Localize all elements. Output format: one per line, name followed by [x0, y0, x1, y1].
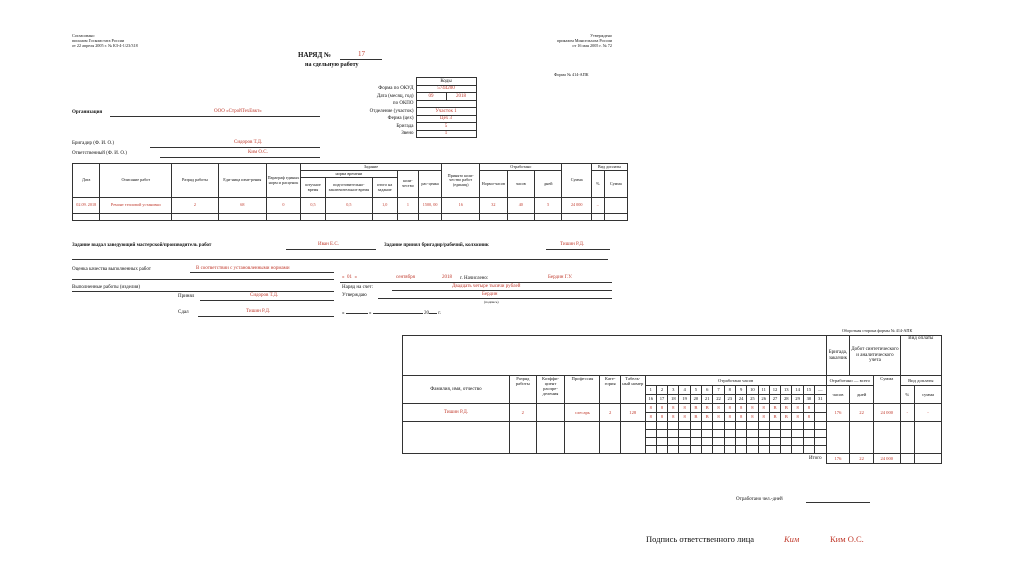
person-sum: 24 000 [873, 404, 900, 422]
form-code-label: Форма № 414-АПК [554, 72, 589, 77]
col-qty: коли-чество [397, 171, 418, 198]
hour-cell: В [690, 404, 701, 413]
col-worked-hours: Отработано часов [645, 376, 826, 386]
hour-cell: 8 [803, 413, 814, 422]
day-cell: 19 [679, 395, 690, 404]
col-task: Задание [300, 164, 441, 171]
codes-label: Отделение (участок) [369, 108, 414, 114]
col-extra: Вид доплаты [900, 376, 941, 386]
okud-value: 5744200 [416, 85, 476, 93]
day-cell: 22 [713, 395, 724, 404]
col-total: итого на задание [372, 178, 397, 198]
table-row [403, 404, 942, 413]
cell-normh: 32 [480, 198, 507, 214]
hour-cell: 8 [758, 413, 769, 422]
date-month: сентября [396, 275, 415, 280]
col-sum: Сумма [562, 164, 592, 198]
day-cell: 26 [758, 395, 769, 404]
day-cell: 8 [724, 386, 735, 395]
total-days: 22 [850, 454, 874, 464]
codes-header: Коды [416, 78, 476, 86]
work-table [72, 163, 628, 221]
left-approval-line: от 22 апреля 2005 г. № КЗ-4-1/23/318 [72, 43, 138, 48]
date-open: « [342, 275, 345, 280]
col-accepted: Принято коли-чество работ (единиц) [442, 164, 480, 198]
hour-cell: 8 [792, 404, 803, 413]
right-approval [534, 33, 612, 48]
passed-value: Сидоров Т.Д. [250, 293, 279, 298]
cell-days: 5 [535, 198, 562, 214]
hour-cell: 8 [735, 413, 746, 422]
col-worked-total: Отработано — всего [826, 376, 873, 386]
day-cell: 12 [769, 386, 780, 395]
date2-suffix: г. [438, 311, 441, 316]
col-pct: % [591, 171, 604, 198]
hour-cell: 8 [747, 404, 758, 413]
col-hours: часов [826, 386, 850, 404]
hour-cell: 8 [735, 404, 746, 413]
received-label: Задание принял бригадир/рабочий, колхозник [384, 243, 489, 248]
signature-label: Подпись ответственного лица [646, 534, 755, 544]
date2-close: » [369, 311, 372, 316]
day-cell: 3 [668, 386, 679, 395]
codes-label: Форма по ОКУД [378, 86, 414, 91]
left-approval [72, 33, 138, 48]
col-para: Параграф единых норм и расценок [267, 164, 301, 198]
col-brigade-customer: Бригада, заказчик [826, 336, 850, 376]
hour-cell: В [769, 413, 780, 422]
hour-cell: 8 [645, 404, 656, 413]
day-cell: 6 [702, 386, 713, 395]
signature-name: Ким О.С. [830, 534, 864, 544]
day-cell: 31 [815, 395, 827, 404]
responsible-label: Ответственный (Ф. И. О.) [72, 151, 127, 156]
received-value: Тишин Р.Д. [560, 242, 585, 247]
cell-qty: 1 [397, 198, 418, 214]
calendar-table [402, 335, 942, 464]
col-piece: штучное время [300, 178, 325, 198]
link-value: 1 [416, 130, 476, 138]
hour-cell: 8 [713, 404, 724, 413]
col-esum: Сумма [604, 171, 627, 198]
col-tab: Табель-ный номер [620, 376, 645, 404]
cell-piece: 0,5 [300, 198, 325, 214]
cell-hours: 40 [507, 198, 534, 214]
codes-table [320, 77, 477, 138]
right-approval-line: приказом Минсельхоза России [557, 38, 612, 43]
hour-cell: 8 [747, 413, 758, 422]
person-profession: слесарь [565, 404, 600, 422]
right-approval-line: Утверждено [590, 33, 612, 38]
year-value: 2018 [446, 93, 476, 101]
hour-cell: В [690, 413, 701, 422]
col-coef: Коэффи-циент распре-деления [536, 376, 565, 404]
date-close: » [354, 275, 357, 280]
col-norm: норма времени [300, 171, 397, 178]
person-total-days: 22 [850, 404, 874, 422]
total-label: Итого [808, 456, 822, 461]
month-value: 09 [416, 93, 446, 101]
col-normh: Нормо-часов [480, 171, 507, 198]
right-approval-line: от 16 мая 2005 г. № 72 [572, 43, 612, 48]
day-cell: 11 [758, 386, 769, 395]
handed-value: Тишин Р.Д. [246, 309, 271, 314]
section-value: Участок 1 [416, 108, 476, 116]
day-cell: 17 [656, 395, 667, 404]
codes-label: Бригада [396, 123, 414, 129]
day-cell: 15 [803, 386, 814, 395]
col-date: Дата [73, 164, 100, 198]
date-day [342, 275, 357, 280]
cell-para: 0 [267, 198, 301, 214]
charge-label: Наряд на счет: [342, 285, 373, 290]
document-title: НАРЯД № [298, 51, 332, 59]
cell-accepted: 16 [442, 198, 480, 214]
col-extra: Вид доплаты [591, 164, 627, 171]
responsible-value: Ким О.С. [248, 150, 268, 155]
day-cell: 28 [781, 395, 792, 404]
col-dobot: Добот синтетического и аналитического учета [850, 336, 900, 376]
day-cell: 27 [769, 395, 780, 404]
col-fio: Фамилия, имя, отчество [403, 376, 510, 404]
hour-cell: В [769, 404, 780, 413]
person-total-hours: 176 [826, 404, 850, 422]
accepted-works-label: Выполненные работы (изделия) [72, 285, 140, 290]
approve-hint: (подпись) [484, 300, 499, 304]
hour-cell: 8 [724, 404, 735, 413]
cell-extra: – [591, 198, 604, 214]
date-day-value: 01 [347, 275, 352, 280]
codes-label: Ферма (цех) [387, 116, 414, 121]
signature-sign: Ким [784, 534, 800, 544]
col-sum: Сумма [873, 376, 900, 404]
hour-cell: 8 [679, 413, 690, 422]
brigadier-label: Бригадир (Ф. И. О.) [72, 141, 115, 146]
hour-cell: 8 [803, 404, 814, 413]
person-pct: - [900, 404, 914, 422]
hour-cell: 8 [645, 413, 656, 422]
cell-desc: Ремонт тепловой установки [100, 198, 172, 214]
issued-label: Задание выдал заведующий мастерской/производитель работ [72, 243, 212, 248]
hour-cell: 8 [656, 413, 667, 422]
day-cell: 13 [781, 386, 792, 395]
farm-value: Цех 3 [416, 115, 476, 123]
hour-cell: 8 [668, 404, 679, 413]
day-cell: 10 [747, 386, 758, 395]
person-grade: 2 [509, 404, 536, 422]
hour-cell: В [702, 404, 713, 413]
cell-grade: 2 [172, 198, 218, 214]
accrued-label: г. Начислено: [460, 276, 489, 281]
col-grade: Разряд работы [172, 164, 218, 198]
day-cell: 2 [656, 386, 667, 395]
mandays-label: Отработано чел.-дней [736, 497, 783, 502]
left-approval-line: письмом Госкомстата России [72, 38, 125, 43]
day-cell: 7 [713, 386, 724, 395]
person-esum: - [915, 404, 942, 422]
day-cell: 21 [702, 395, 713, 404]
day-cell: — [815, 386, 827, 395]
hour-cell: В [781, 404, 792, 413]
date2-year: 20 [424, 311, 429, 316]
col-extra-top: Вид оплаты [900, 336, 941, 376]
org-value: ООО «СтройТехЕвкт» [214, 109, 262, 114]
quality-label: Оценка качества выполненных работ [72, 267, 151, 272]
brigadier-value: Сидоров Т.Д. [234, 140, 263, 145]
total-sum: 24 000 [873, 454, 900, 464]
okpo-value [416, 100, 476, 108]
hour-cell: В [781, 413, 792, 422]
col-esum: сумма [915, 386, 942, 404]
document-number: 17 [358, 50, 365, 58]
cell-total: 1,0 [372, 198, 397, 214]
day-cell: 9 [735, 386, 746, 395]
handed-label: Сдал [178, 310, 189, 315]
person-category: 2 [600, 404, 621, 422]
day-cell: 14 [792, 386, 803, 395]
quality-value: В соответствии с установленными нормами [196, 266, 290, 271]
date2-open: « [342, 311, 345, 316]
table-row [73, 198, 628, 214]
col-hours: часов [507, 171, 534, 198]
col-unit: Еди-ница изме-рения [218, 164, 267, 198]
col-days: дней [535, 171, 562, 198]
left-approval-line: Согласовано [72, 33, 95, 38]
col-category: Кате-гория [600, 376, 621, 404]
day-cell: 30 [803, 395, 814, 404]
issued-value: Иван Е.С. [318, 242, 339, 247]
brigade-value: 5 [416, 123, 476, 131]
cell-date: 02.09. 2018 [73, 198, 100, 214]
date-year: 2018 [442, 275, 452, 280]
approve-value: Бердин [482, 292, 498, 297]
day-cell: 20 [690, 395, 701, 404]
cell-unit: 68 [218, 198, 267, 214]
day-cell: 29 [792, 395, 803, 404]
hour-cell: 8 [758, 404, 769, 413]
col-desc: Описание работ [100, 164, 172, 198]
col-rate: рас-ценка [418, 171, 441, 198]
hour-cell: 8 [668, 413, 679, 422]
day-cell: 18 [668, 395, 679, 404]
org-label: Организация [72, 110, 103, 115]
day-cell: 5 [690, 386, 701, 395]
passed-label: Принял [178, 294, 195, 299]
person-name: Тишин Р.Д. [403, 404, 510, 422]
day-cell: 25 [747, 395, 758, 404]
person-tab: 128 [620, 404, 645, 422]
day-cell: 16 [645, 395, 656, 404]
codes-label: Дата (месяц, год) [376, 93, 414, 99]
col-pct: % [900, 386, 914, 404]
hour-cell [815, 404, 827, 413]
codes-label: по ОКПО [392, 101, 414, 106]
day-cell: 1 [645, 386, 656, 395]
cell-sum: 24 000 [562, 198, 592, 214]
col-days: дней [850, 386, 874, 404]
hour-cell [815, 413, 827, 422]
approve-label: Утверждаю [342, 293, 367, 298]
col-prep: подготовительно-заключительное время [326, 178, 372, 198]
col-profession: Профессия [565, 376, 600, 404]
date-line2 [342, 311, 441, 316]
cell-rate: 1500, 00 [418, 198, 441, 214]
document-subtitle: на сдельную работу [305, 62, 359, 68]
codes-label: Звено [401, 131, 414, 136]
hour-cell: 8 [713, 413, 724, 422]
accountant-value: Бердин Г.У. [548, 275, 573, 280]
day-cell: 24 [735, 395, 746, 404]
day-cell: 4 [679, 386, 690, 395]
day-cell: 23 [724, 395, 735, 404]
back-side-note: Оборотная сторона формы № 414-АПК [842, 328, 913, 333]
hour-cell: 8 [656, 404, 667, 413]
total-hours: 176 [826, 454, 850, 464]
hour-cell: 8 [724, 413, 735, 422]
hour-cell: 8 [679, 404, 690, 413]
hour-cell: 8 [792, 413, 803, 422]
col-worked: Отработано [480, 164, 562, 171]
cell-prep: 0,5 [326, 198, 372, 214]
hour-cell: В [702, 413, 713, 422]
charge-value: Двадцать четыре тысячи рублей [452, 284, 521, 289]
col-grade: Разряд работы [509, 376, 536, 404]
